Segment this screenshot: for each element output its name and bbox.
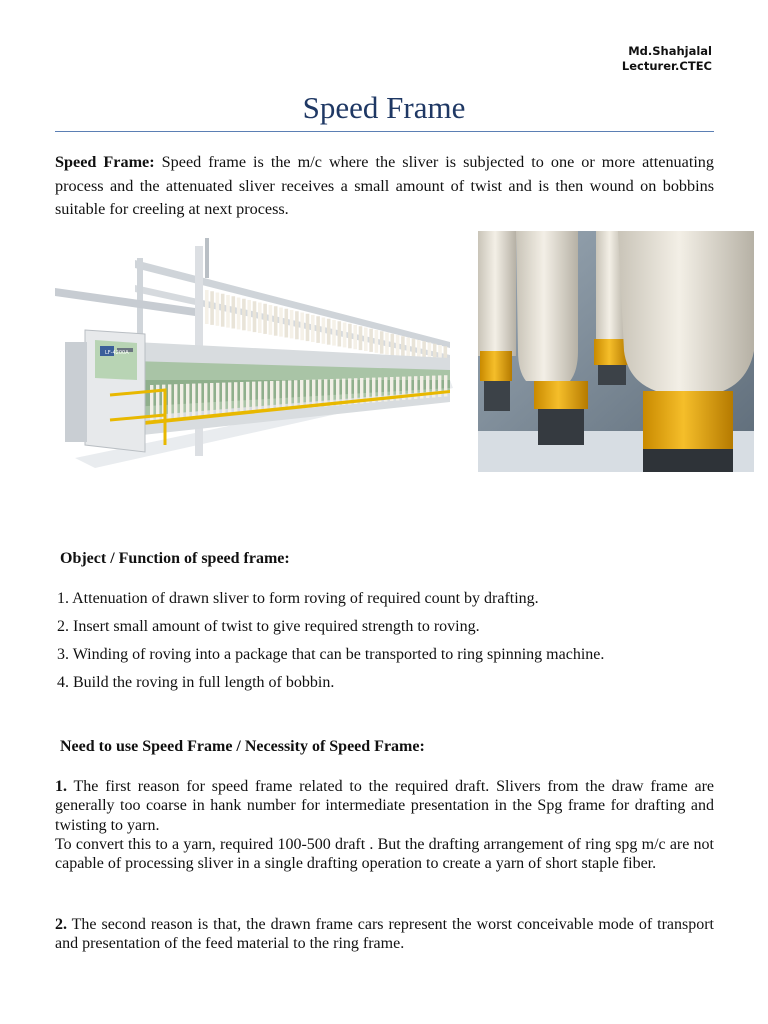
- paragraph-text: The second reason is that, the drawn frame cars represent the worst conceivable mode of transport and presentation of the feed material to the ring frame.: [55, 916, 714, 953]
- paragraph-number: 2.: [55, 916, 67, 933]
- author-name: Md.Shahjalal: [628, 44, 712, 58]
- necessity-paragraph-1: [55, 777, 714, 873]
- author-position: Lecturer.CTEC: [621, 59, 712, 73]
- machine-panel-label: LF-4200A: [105, 350, 129, 356]
- speed-frame-machine-image: [55, 230, 455, 475]
- page-title: Speed Frame: [302, 90, 466, 125]
- functions-heading: Object / Function of speed frame:: [60, 550, 290, 567]
- necessity-paragraph-2: [55, 915, 714, 954]
- title-rule: [55, 131, 714, 132]
- author-block: [622, 44, 712, 74]
- necessity-heading: Need to use Speed Frame / Necessity of Speed Frame:: [60, 738, 425, 755]
- list-item: 4. Build the roving in full length of bobbin.: [57, 674, 335, 691]
- intro-term: Speed Frame:: [55, 153, 155, 171]
- paragraph-text: The first reason for speed frame related to the required draft. Slivers from the draw frame are generally too coarse in hank number for intermediate presentation in the Spg frame for drafting and twisting to yarn.: [55, 778, 714, 834]
- intro-text: Speed frame is the m/c where the sliver is subjected to one or more attenuating process and the attenuated sliver receives a small amount of twist and is then wound on bobbins suitable for creeling at next process.: [55, 153, 714, 218]
- bobbins-photo: [478, 231, 754, 472]
- list-item: 3. Winding of roving into a package that can be transported to ring spinning machine.: [57, 646, 605, 663]
- list-item: 2. Insert small amount of twist to give required strength to roving.: [57, 618, 480, 635]
- functions-list: [57, 585, 717, 697]
- paragraph-number: 1.: [55, 778, 67, 795]
- paragraph-continuation: To convert this to a yarn, required 100-500 draft . But the drafting arrangement of ring spg m/c are not capable of processing sliver in a single drafting operation to create a yarn of short staple fiber.: [55, 835, 714, 873]
- list-item: 1. Attenuation of drawn sliver to form roving of required count by drafting.: [57, 590, 539, 607]
- intro-paragraph: [55, 151, 714, 222]
